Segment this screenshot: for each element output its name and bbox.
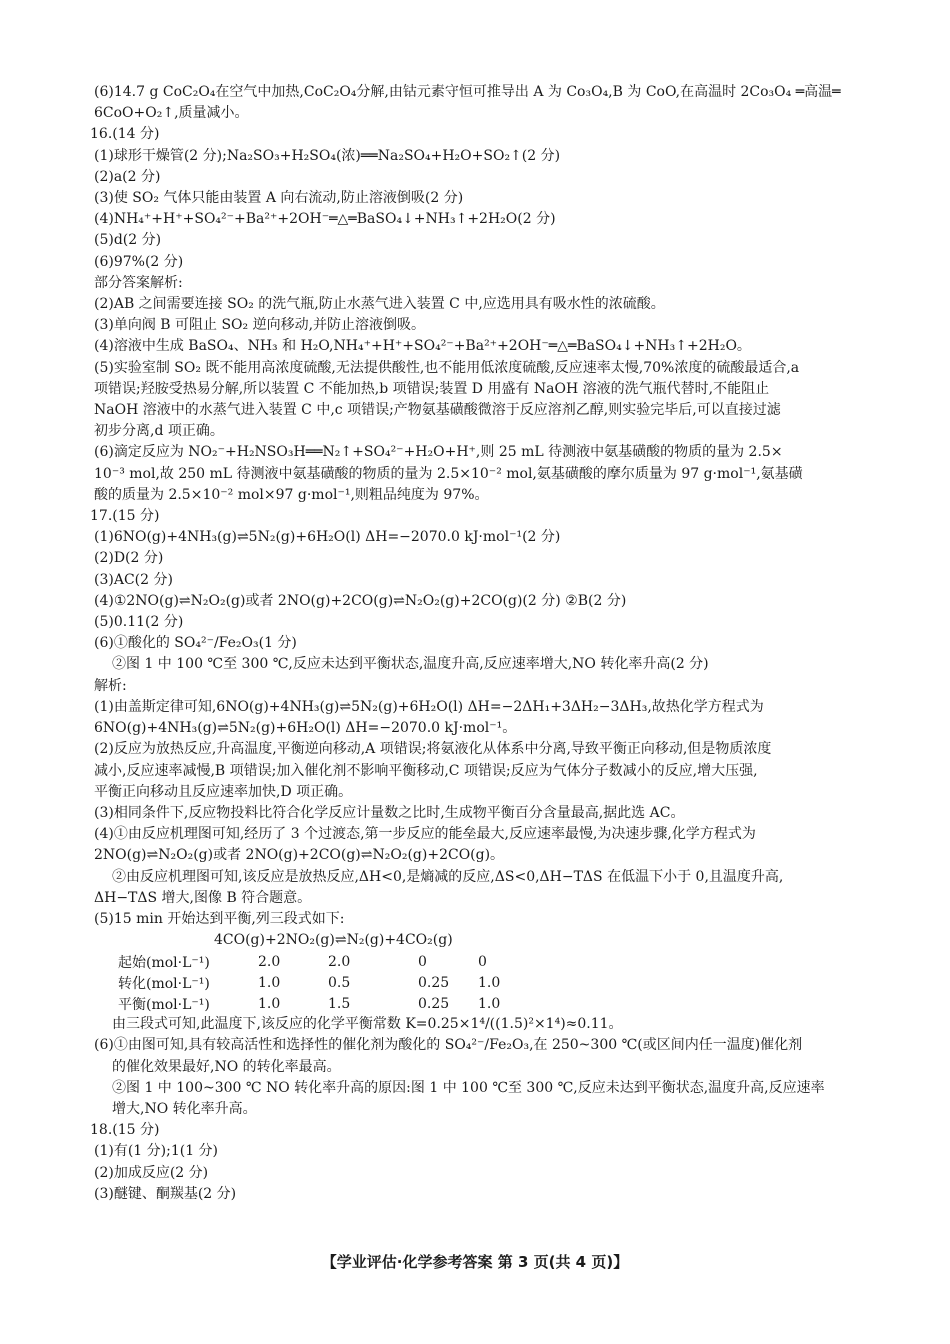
text-line: 17.(15 分) [90, 508, 160, 525]
three-stage-table [118, 951, 538, 1014]
text-line: (5)15 min 开始达到平衡,列三段式如下: [94, 910, 345, 927]
answer-sheet-page [90, 82, 880, 1205]
text-line: 由三段式可知,此温度下,该反应的化学平衡常数 K=0.25×1⁴/((1.5)²×1⁴)≈0.11。 [112, 1016, 623, 1033]
text-line: (2)加成反应(2 分) [94, 1164, 209, 1181]
text-line: (1)由盖斯定律可知,6NO(g)+4NH₃(g)⇌5N₂(g)+6H₂O(l) ΔH=−2ΔH₁+3ΔH₂−3ΔH₃,故热化学方程式为 [94, 698, 764, 715]
text-line: 18.(15 分) [90, 1122, 160, 1139]
text-line: (6)14.7 g CoC₂O₄在空气中加热,CoC₂O₄分解,由钴元素守恒可推导出 A 为 Co₃O₄,B 为 CoO,在高温时 2Co₃O₄ ═高温═ [94, 84, 841, 100]
table-cell: 0 [478, 953, 487, 970]
text-line: (5)0.11(2 分) [94, 614, 184, 631]
text-line: (4)①2NO(g)⇌N₂O₂(g)或者 2NO(g)+2CO(g)⇌N₂O₂(g)+2CO(g)(2 分) ②B(2 分) [94, 592, 627, 609]
text-line: (2)a(2 分) [94, 168, 161, 185]
text-line: (6)①由图可知,具有较高活性和选择性的催化剂为酸化的 SO₄²⁻/Fe₂O₃,在 250~300 ℃(或区间内任一温度)催化剂 [94, 1037, 803, 1054]
table-cell: 1.0 [258, 995, 281, 1012]
text-line: 16.(14 分) [90, 126, 160, 143]
table-cell: 转化(mol·L⁻¹) [118, 975, 210, 992]
table-cell: 1.0 [258, 974, 281, 991]
text-line: 6NO(g)+4NH₃(g)⇌5N₂(g)+6H₂O(l) ΔH=−2070.0 kJ·mol⁻¹。 [94, 720, 517, 737]
table-cell: 0.25 [418, 974, 450, 991]
text-line: ②图 1 中 100 ℃至 300 ℃,反应未达到平衡状态,温度升高,反应速率增大,NO 转化率升高(2 分) [112, 656, 709, 673]
table-cell: 2.0 [328, 953, 351, 970]
text-line: (4)溶液中生成 BaSO₄、NH₃ 和 H₂O,NH₄⁺+H⁺+SO₄²⁻+Ba²⁺+2OH⁻═△═BaSO₄↓+NH₃↑+2H₂O。 [94, 338, 751, 355]
text-line: (5)实验室制 SO₂ 既不能用高浓度硫酸,无法提供酸性,也不能用低浓度硫酸,反应速率太慢,70%浓度的硫酸最适合,a [94, 359, 800, 376]
table-cell: 1.0 [478, 995, 501, 1012]
text-line: (4)NH₄⁺+H⁺+SO₄²⁻+Ba²⁺+2OH⁻═△═BaSO₄↓+NH₃↑+2H₂O(2 分) [94, 211, 556, 228]
text-line: 减小,反应速率减慢,B 项错误;加入催化剂不影响平衡移动,C 项错误;反应为气体分子数减小的反应,增大压强, [94, 762, 758, 779]
text-line: ②由反应机理图可知,该反应是放热反应,ΔH<0,是熵减的反应,ΔS<0,ΔH−TΔS 在低温下小于 0,且温度升高, [112, 868, 784, 885]
text-line: 初步分离,d 项正确。 [94, 423, 224, 440]
text-line: (6)97%(2 分) [94, 253, 184, 270]
table-row [118, 951, 538, 972]
table-cell: 0.25 [418, 995, 450, 1012]
text-line: (2)反应为放热反应,升高温度,平衡逆向移动,A 项错误;将氨液化从体系中分离,导致平衡正向移动,但是物质浓度 [94, 741, 772, 758]
answer-text-block-top [90, 82, 880, 930]
text-line: 增大,NO 转化率升高。 [112, 1100, 257, 1117]
table-row [118, 993, 538, 1014]
text-line: 2NO(g)⇌N₂O₂(g)或者 2NO(g)+2CO(g)⇌N₂O₂(g)+2CO(g)。 [94, 847, 505, 864]
answer-text-block-bottom [90, 1014, 880, 1205]
text-line: (3)AC(2 分) [94, 571, 173, 588]
text-line: 平衡正向移动且反应速率加快,D 项正确。 [94, 783, 353, 800]
table-cell: 0 [418, 953, 427, 970]
text-line: (3)相同条件下,反应物投料比符合化学反应计量数之比时,生成物平衡百分含量最高,据此选 AC。 [94, 804, 685, 821]
text-line: 的催化效果最好,NO 的转化率最高。 [112, 1058, 341, 1075]
table-cell: 起始(mol·L⁻¹) [118, 954, 210, 971]
text-line: 部分答案解析: [94, 274, 183, 291]
text-line: (4)①由反应机理图可知,经历了 3 个过渡态,第一步反应的能垒最大,反应速率最慢,为决速步骤,化学方程式为 [94, 826, 756, 843]
text-line: 6CoO+O₂↑,质量减小。 [94, 105, 249, 122]
table-cell: 平衡(mol·L⁻¹) [118, 996, 210, 1013]
text-line: 10⁻³ mol,故 250 mL 待测液中氨基磺酸的物质的量为 2.5×10⁻² mol,氨基磺酸的摩尔质量为 97 g·mol⁻¹,氨基磺 [94, 465, 803, 482]
text-line: (5)d(2 分) [94, 232, 162, 249]
text-line: (6)滴定反应为 NO₂⁻+H₂NSO₃H══N₂↑+SO₄²⁻+H₂O+H⁺,则 25 mL 待测液中氨基磺酸的物质的量为 2.5× [94, 444, 783, 461]
text-line: (3)使 SO₂ 气体只能由装置 A 向右流动,防止溶液倒吸(2 分) [94, 190, 464, 207]
text-line: (2)D(2 分) [94, 550, 164, 567]
text-line: (1)有(1 分);1(1 分) [94, 1143, 219, 1160]
text-line: 项错误;羟胺受热易分解,所以装置 C 不能加热,b 项错误;装置 D 用盛有 NaOH 溶液的洗气瓶代替时,不能阻止 [94, 380, 770, 397]
text-line: ②图 1 中 100~300 ℃ NO 转化率升高的原因:图 1 中 100 ℃至 300 ℃,反应未达到平衡状态,温度升高,反应速率 [112, 1079, 825, 1096]
text-line: (3)醚键、酮羰基(2 分) [94, 1185, 237, 1202]
text-line: NaOH 溶液中的水蒸气进入装置 C 中,c 项错误;产物氨基磺酸微溶于反应溶剂乙醇,则实验完毕后,可以直接过滤 [94, 402, 781, 419]
text-line: (3)单向阀 B 可阻止 SO₂ 逆向移动,并防止溶液倒吸。 [94, 317, 426, 334]
table-cell: 2.0 [258, 953, 281, 970]
text-line: ΔH−TΔS 增大,图像 B 符合题意。 [94, 889, 312, 906]
table-cell: 0.5 [328, 974, 351, 991]
text-line: 解析: [94, 677, 127, 694]
page-footer: 【学业评估·化学参考答案 第 3 页(共 4 页)】 [321, 1253, 629, 1271]
table-cell: 1.5 [328, 995, 351, 1012]
text-line: (2)AB 之间需要连接 SO₂ 的洗气瓶,防止水蒸气进入装置 C 中,应选用具有吸水性的浓硫酸。 [94, 296, 665, 313]
text-line: (1)6NO(g)+4NH₃(g)⇌5N₂(g)+6H₂O(l) ΔH=−2070.0 kJ·mol⁻¹(2 分) [94, 529, 561, 546]
text-line: (6)①酸化的 SO₄²⁻/Fe₂O₃(1 分) [94, 635, 297, 652]
three-stage-equation: 4CO(g)+2NO₂(g)⇌N₂(g)+4CO₂(g) [214, 932, 453, 949]
text-line: (1)球形干燥管(2 分);Na₂SO₃+H₂SO₄(浓)══Na₂SO₄+H₂O+SO₂↑(2 分) [94, 147, 561, 164]
table-cell: 1.0 [478, 974, 501, 991]
table-row [118, 972, 538, 993]
text-line: 酸的质量为 2.5×10⁻² mol×97 g·mol⁻¹,则粗品纯度为 97%。 [94, 486, 489, 503]
